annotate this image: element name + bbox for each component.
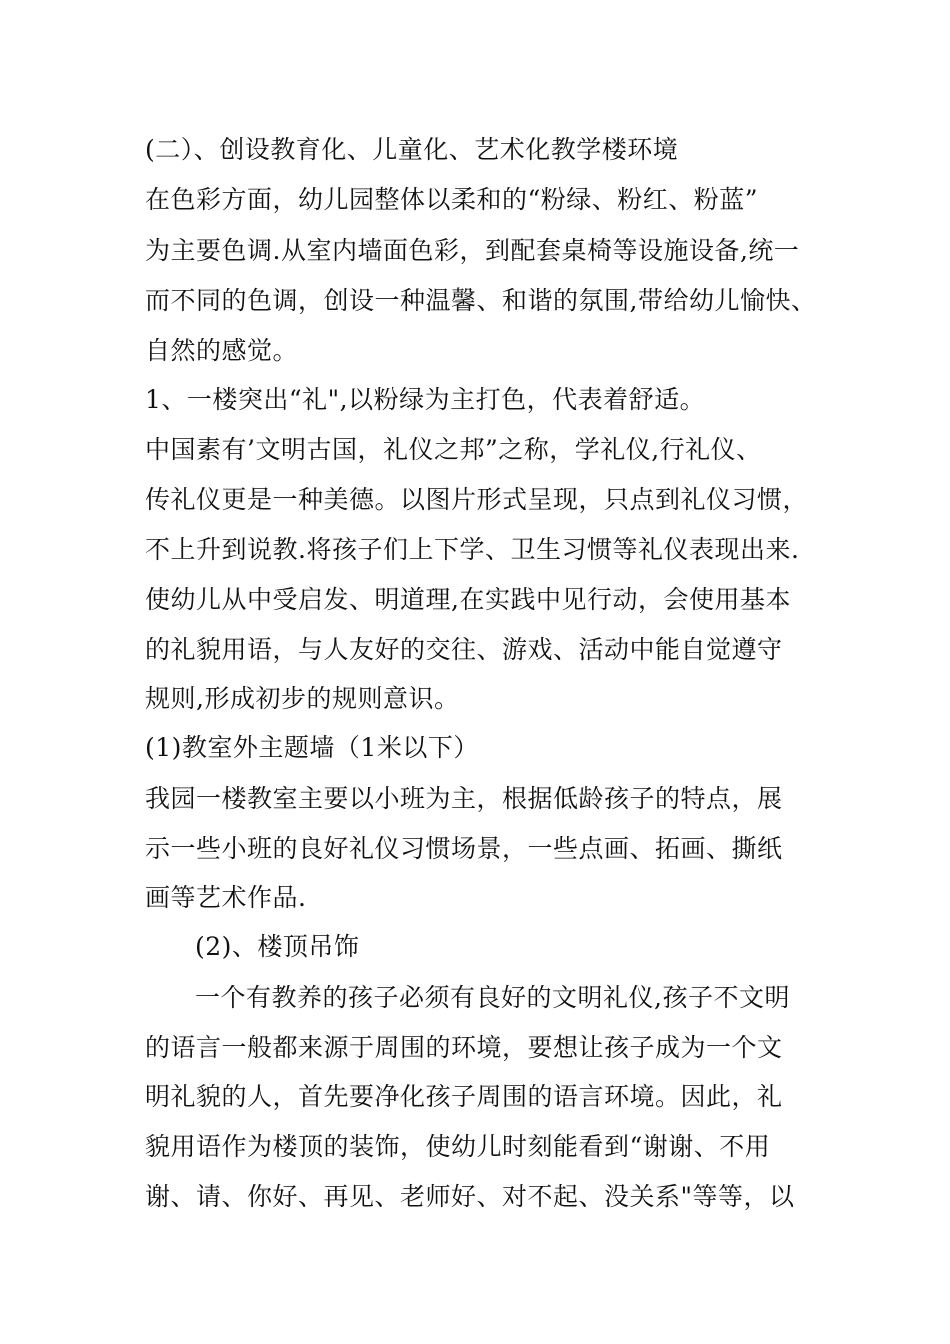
subheading-line: 1、一楼突出“礼",以粉绿为主打色，代表着舒适。 bbox=[145, 385, 706, 414]
paragraph-line: 自然的感觉。 bbox=[145, 336, 299, 365]
paragraph-line: 的礼貌用语，与人友好的交往、游戏、活动中能自觉遵守 bbox=[145, 635, 783, 664]
paragraph-line: 中国素有’文明古国，礼仪之邦”之称，学礼仪,行礼仪、 bbox=[145, 435, 762, 464]
paragraph-line: 的语言一般都来源于周围的环境，要想让孩子成为一个文 bbox=[145, 1033, 783, 1062]
subheading-line: (2)、楼顶吊饰 bbox=[195, 932, 360, 961]
section-heading: (二）、创设教育化、儿童化、艺术化教学楼环境 bbox=[145, 135, 679, 164]
paragraph-line: 规则,形成初步的规则意识。 bbox=[145, 684, 460, 713]
paragraph-line: 画等艺术作品. bbox=[145, 883, 307, 912]
paragraph-line: 示一些小班的良好礼仪习惯场景，一些点画、拓画、撕纸 bbox=[145, 834, 783, 863]
paragraph-line: 谢、请、你好、再见、老师好、对不起、没关系"等等，以 bbox=[145, 1182, 795, 1211]
paragraph-line: 不上升到说教.将孩子们上下学、卫生习惯等礼仪表现出来. bbox=[145, 535, 800, 564]
paragraph-line: 一个有教养的孩子必须有良好的文明礼仪,孩子不文明 bbox=[195, 983, 790, 1012]
paragraph-line: 貌用语作为楼顶的装饰，使幼儿时刻能看到“谢谢、不用 bbox=[145, 1132, 771, 1161]
paragraph-line: 我园一楼教室主要以小班为主，根据低龄孩子的特点，展 bbox=[145, 784, 783, 813]
paragraph-line: 在色彩方面，幼儿园整体以柔和的“粉绿、粉红、粉蓝” bbox=[145, 185, 759, 214]
paragraph-line: 使幼儿从中受启发、明道理,在实践中见行动，会使用基本 bbox=[145, 585, 791, 614]
paragraph-line: 明礼貌的人，首先要净化孩子周围的语言环境。因此，礼 bbox=[145, 1082, 783, 1111]
paragraph-line: 为主要色调.从室内墙面色彩，到配套桌椅等设施设备,统一 bbox=[145, 236, 800, 265]
paragraph-line: 传礼仪更是一种美德。以图片形式呈现，只点到礼仪习惯， bbox=[145, 485, 809, 514]
subheading-line: (1)教室外主题墙（1米以下） bbox=[145, 733, 479, 762]
paragraph-line: 而不同的色调，创设一种温馨、和谐的氛围,带给幼儿愉快、 bbox=[145, 286, 817, 315]
